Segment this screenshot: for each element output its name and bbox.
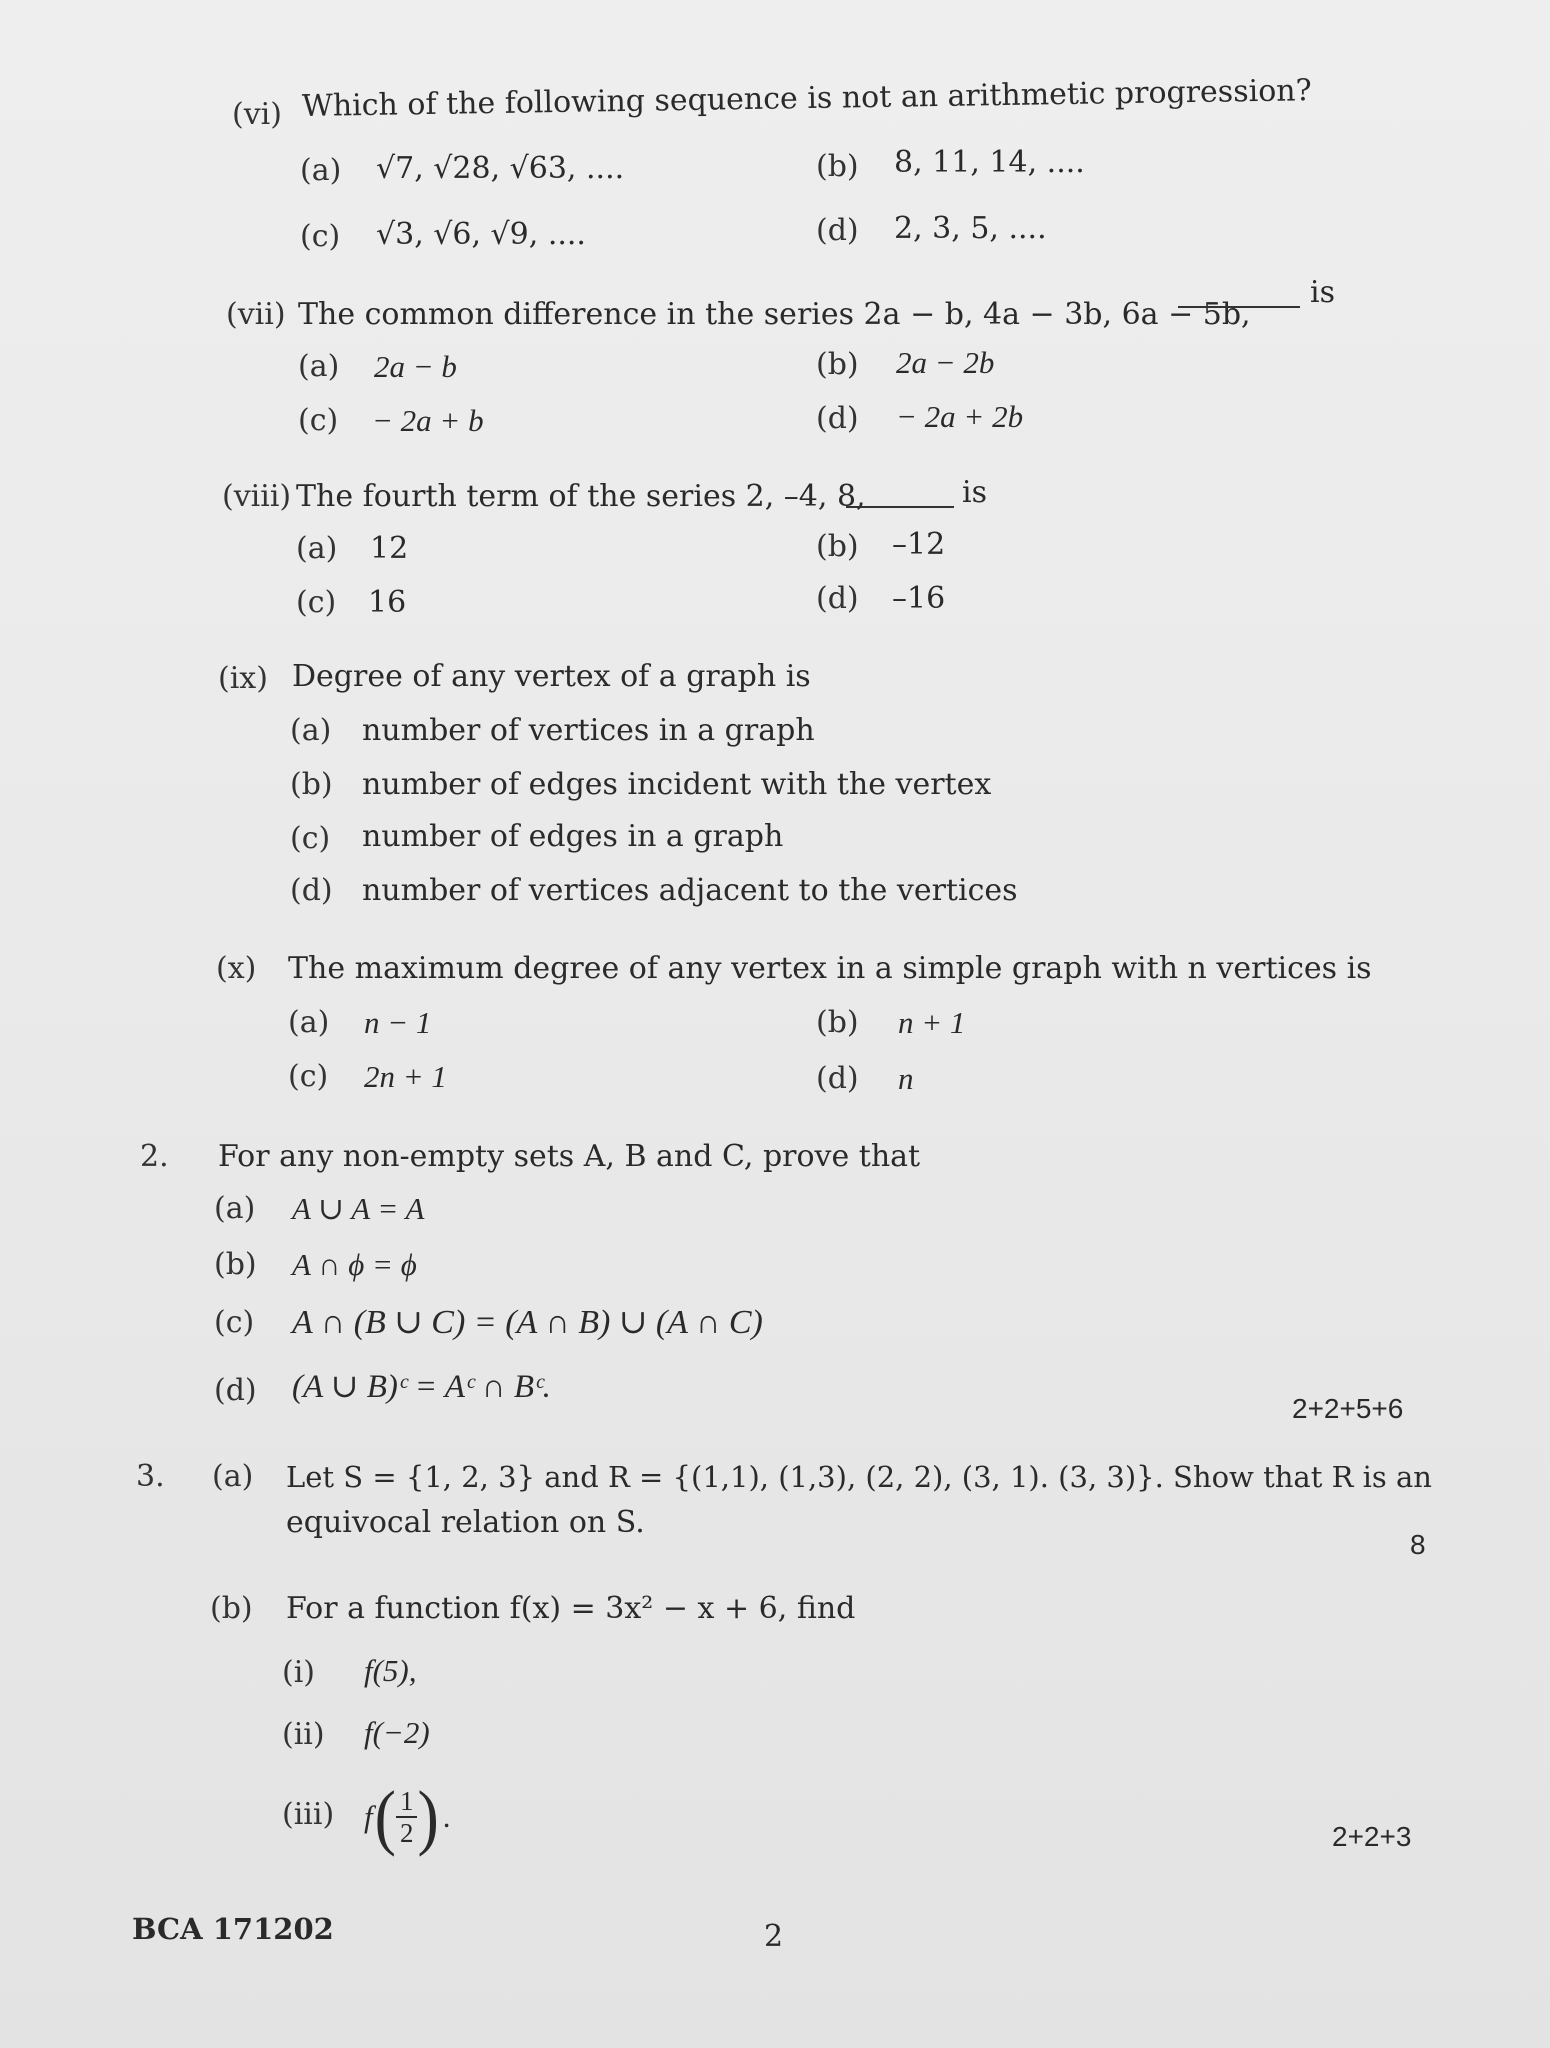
q7-question: The common difference in the series 2a − b, 4a − 3b, 6a − 5b, bbox=[298, 297, 1251, 332]
q9-option-b: number of edges incident with the vertex bbox=[362, 767, 992, 802]
q9-option-a: number of vertices in a graph bbox=[362, 713, 815, 748]
q3-sub-iii-function: f bbox=[364, 1799, 373, 1834]
course-code: BCA 171202 bbox=[132, 1912, 334, 1946]
q2-question: For any non-empty sets A, B and C, prove that bbox=[218, 1139, 921, 1174]
q10-number: (x) bbox=[216, 951, 257, 986]
q3-sub-i-label: (i) bbox=[282, 1655, 316, 1690]
q9-option-b-label: (b) bbox=[290, 767, 333, 802]
q7-suffix: is bbox=[1310, 275, 1335, 310]
q3-part-a-marks: 8 bbox=[1410, 1529, 1426, 1560]
q9-option-a-label: (a) bbox=[290, 713, 332, 748]
q3-part-a-line2: equivocal relation on S. bbox=[286, 1505, 645, 1540]
q8-suffix: is bbox=[962, 475, 987, 510]
q8-option-a: 12 bbox=[370, 531, 409, 566]
q9-option-d-label: (d) bbox=[290, 873, 333, 908]
q10-option-d: n bbox=[898, 1061, 914, 1096]
page-number: 2 bbox=[764, 1919, 784, 1954]
q8-answer-blank bbox=[846, 506, 954, 508]
q10-question: The maximum degree of any vertex in a simple graph with n vertices is bbox=[288, 951, 1372, 986]
q7-number: (vii) bbox=[226, 297, 286, 332]
q10-option-a: n − 1 bbox=[364, 1005, 432, 1040]
q3-part-b-marks: 2+2+3 bbox=[1332, 1821, 1412, 1852]
q6-option-a: √7, √28, √63, .... bbox=[376, 151, 625, 186]
q2-number: 2. bbox=[140, 1139, 169, 1174]
q6-option-b: 8, 11, 14, .... bbox=[894, 145, 1085, 180]
q10-option-d-label: (d) bbox=[816, 1061, 859, 1096]
fraction-denominator: 2 bbox=[399, 1818, 414, 1848]
q6-question: Which of the following sequence is not an arithmetic progression? bbox=[301, 73, 1312, 124]
q6-option-d-label: (d) bbox=[816, 213, 859, 248]
q7-option-c: − 2a + b bbox=[372, 403, 484, 438]
q3-number: 3. bbox=[136, 1459, 165, 1494]
q3-part-a-label: (a) bbox=[212, 1459, 254, 1494]
period: . bbox=[442, 1799, 451, 1834]
q6-option-c: √3, √6, √9, .... bbox=[376, 217, 586, 252]
q8-option-a-label: (a) bbox=[296, 531, 338, 566]
q2-part-a: A ∪ A = A bbox=[292, 1191, 425, 1226]
q2-part-c-label: (c) bbox=[214, 1305, 255, 1340]
fraction bbox=[396, 1786, 418, 1848]
q10-option-b-label: (b) bbox=[816, 1005, 859, 1040]
q8-option-b: –12 bbox=[892, 527, 946, 562]
q7-option-d-label: (d) bbox=[816, 401, 859, 436]
q6-option-b-label: (b) bbox=[816, 149, 859, 184]
q6-option-c-label: (c) bbox=[300, 219, 341, 254]
q6-option-d: 2, 3, 5, .... bbox=[894, 211, 1047, 246]
q3-sub-i: f(5), bbox=[364, 1653, 417, 1688]
q7-option-c-label: (c) bbox=[298, 403, 339, 438]
q2-part-d-label: (d) bbox=[214, 1373, 257, 1408]
q7-option-d: − 2a + 2b bbox=[896, 399, 1024, 434]
q9-number: (ix) bbox=[218, 661, 268, 696]
q2-part-d: (A ∪ B)ᶜ = Aᶜ ∩ Bᶜ. bbox=[292, 1369, 551, 1405]
q10-option-b: n + 1 bbox=[898, 1005, 966, 1040]
q9-option-c-label: (c) bbox=[290, 821, 331, 856]
q8-option-c-label: (c) bbox=[296, 585, 337, 620]
q6-option-a-label: (a) bbox=[300, 153, 342, 188]
q2-part-b-label: (b) bbox=[214, 1247, 257, 1282]
q2-marks: 2+2+5+6 bbox=[1292, 1393, 1404, 1424]
q3-sub-ii-label: (ii) bbox=[282, 1717, 325, 1752]
q7-option-a: 2a − b bbox=[374, 349, 457, 384]
q7-option-a-label: (a) bbox=[298, 349, 340, 384]
q2-part-c: A ∩ (B ∪ C) = (A ∩ B) ∪ (A ∩ C) bbox=[292, 1304, 763, 1341]
q2-part-b: A ∩ ϕ = ϕ bbox=[292, 1247, 417, 1282]
right-paren: ) bbox=[417, 1775, 439, 1858]
q10-option-a-label: (a) bbox=[288, 1005, 330, 1040]
q10-option-c-label: (c) bbox=[288, 1059, 329, 1094]
q9-option-d: number of vertices adjacent to the vertices bbox=[362, 873, 1018, 908]
q9-option-c: number of edges in a graph bbox=[362, 819, 784, 854]
q8-number: (viii) bbox=[222, 479, 292, 514]
fraction-numerator: 1 bbox=[396, 1786, 418, 1818]
q3-part-b-label: (b) bbox=[210, 1591, 253, 1626]
q3-part-b: For a function f(x) = 3x² − x + 6, find bbox=[286, 1591, 856, 1626]
q7-option-b-label: (b) bbox=[816, 347, 859, 382]
q3-sub-iii-label: (iii) bbox=[282, 1797, 335, 1832]
q7-answer-blank bbox=[1178, 306, 1300, 308]
q8-option-c: 16 bbox=[368, 585, 407, 620]
q8-option-b-label: (b) bbox=[816, 529, 859, 564]
q3-sub-ii: f(−2) bbox=[364, 1715, 430, 1750]
q10-option-c: 2n + 1 bbox=[364, 1059, 447, 1094]
q9-question: Degree of any vertex of a graph is bbox=[292, 659, 811, 694]
q8-option-d: –16 bbox=[892, 581, 946, 616]
q3-part-a-line1: Let S = {1, 2, 3} and R = {(1,1), (1,3), (2, 2), (3, 1). (3, 3)}. Show that R is an bbox=[286, 1460, 1432, 1494]
q8-option-d-label: (d) bbox=[816, 581, 859, 616]
left-paren: ( bbox=[374, 1775, 396, 1858]
q8-question: The fourth term of the series 2, –4, 8, bbox=[296, 479, 866, 514]
q7-option-b: 2a − 2b bbox=[896, 345, 995, 380]
q3-sub-iii-expression bbox=[364, 1772, 451, 1862]
q2-part-a-label: (a) bbox=[214, 1191, 256, 1226]
q6-number: (vi) bbox=[232, 97, 282, 132]
